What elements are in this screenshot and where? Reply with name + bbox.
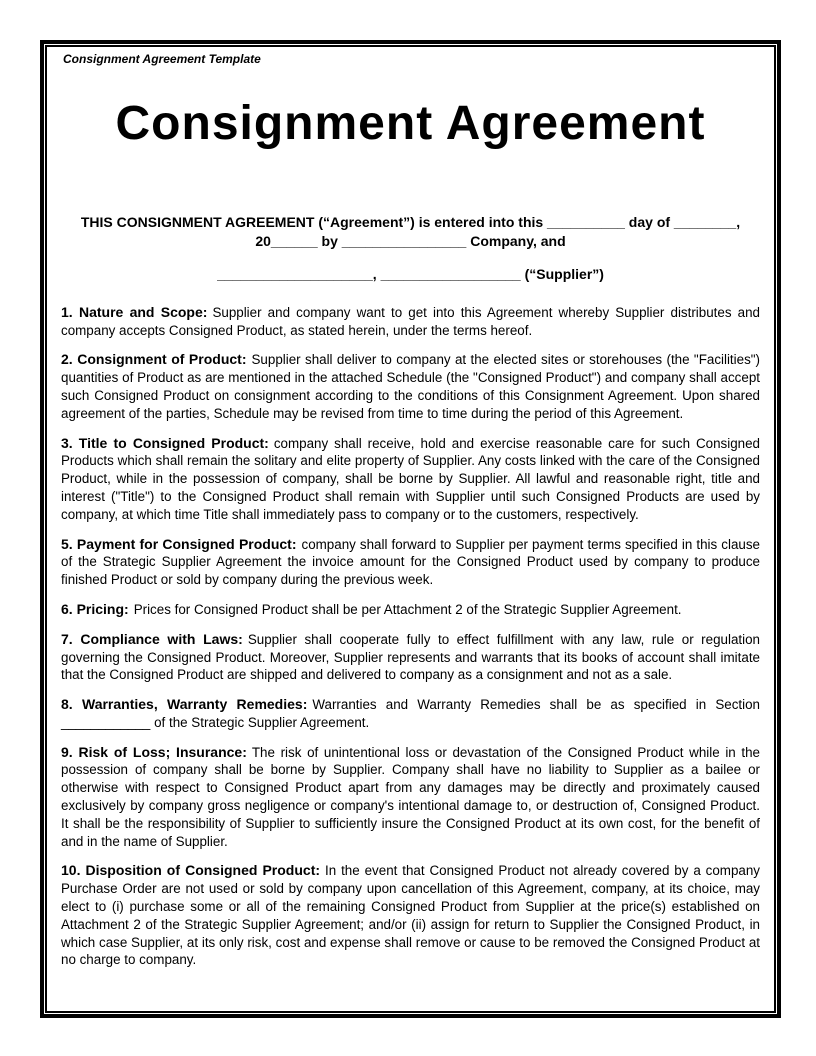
section-2-heading: 2. Consignment of Product: <box>61 351 247 368</box>
section-5-body: company shall forward to Supplier per payment terms specified in this clause of the Strategic Supplier Agreement the invoice amount for the Consigned Product used by company to produce finished Product or sold by company during the previous week. <box>61 536 760 588</box>
section-2-body: Supplier shall deliver to company at the elected sites or storehouses (the "Facilities") quantities of Product as are mentioned in the attached Schedule (the "Consigned Product") and company shall accept such Consigned Product on consignment according to the conditions of this Consignment Agreement. Upon shared agreement of the parties, Schedule may be revised from time to time during the period of this Agreement. <box>61 352 760 421</box>
section-10-heading: 10. Disposition of Consigned Product: <box>61 862 321 879</box>
section-7-compliance-with-laws <box>61 631 760 684</box>
template-label: Consignment Agreement Template <box>63 52 261 66</box>
document-frame <box>40 40 781 1018</box>
section-9-body: The risk of unintentional loss or devastation of the Consigned Product while in the possession of company shall be borne by Supplier. Company shall have no liability to Supplier as a bailee or otherwise with respect to Consigned Product apart from any damages may be directly and proximately caused exclusively by company gross negligence or company's intentional damage to, or destruction of, Consigned Product. It shall be the responsibility of Supplier to sufficiently insure the Consigned Product at its own cost, for the benefit of and in the name of Supplier. <box>61 744 760 849</box>
document-title: Consignment Agreement <box>115 97 706 150</box>
section-8-warranties-warranty-remedies <box>61 696 760 732</box>
section-3-heading: 3. Title to Consigned Product: <box>61 434 269 451</box>
section-6-heading: 6. Pricing: <box>61 600 129 617</box>
intro-line-2: 20______ by ________________ Company, and <box>255 232 566 249</box>
section-7-heading: 7. Compliance with Laws: <box>61 630 243 647</box>
intro-line-3: ____________________, __________________ (“Supplier”) <box>217 265 604 282</box>
section-6-body: Prices for Consigned Product shall be per Attachment 2 of the Strategic Supplier Agreement. <box>133 601 682 617</box>
section-5-payment-for-consigned-product <box>61 536 760 589</box>
section-3-body: company shall receive, hold and exercise reasonable care for such Consigned Products which shall remain the solitary and elite property of Supplier. Any costs linked with the care of the Consigned Product, while in the possession of company, shall be borne by Supplier. All lawful and reasonable right, title and interest ("Title") to the Consigned Product shall remain with Supplier until such Consigned Products are used by company, at which time Title shall immediately pass to company or to the customers, respectively. <box>61 435 761 522</box>
section-7-body: Supplier shall cooperate fully to effect fulfillment with any law, rule or regulation governing the Consigned Product. Moreover, Supplier represents and warrants that its books of account shall imitate that the Consigned Product are shipped and delivered to company as a consignment and not as a sale. <box>61 631 760 683</box>
section-10-body: In the event that Consigned Product not already covered by a company Purchase Order are not used or sold by company upon cancellation of this Agreement, company, at its choice, may elect to (i) purchase some or all of the remaining Consigned Product from Supplier at the price(s) established on Attachment 2 of the Strategic Supplier Agreement; and/or (ii) assign for return to Supplier the Consigned Product, in which case Supplier, at its only risk, cost and expense shall remove or cause to be removed the Consigned Product at no charge to company. <box>61 863 760 968</box>
section-6-pricing <box>61 601 760 619</box>
intro-clause <box>61 213 760 284</box>
section-9-risk-of-loss-insurance <box>61 744 760 851</box>
section-1-body: Supplier and company want to get into this Agreement whereby Supplier distributes and company accepts Consigned Product, as stated herein, under the terms hereof. <box>61 304 760 338</box>
section-1-heading: 1. Nature and Scope: <box>61 303 208 320</box>
section-9-heading: 9. Risk of Loss; Insurance: <box>61 743 247 760</box>
section-10-disposition-of-consigned-product <box>61 862 760 969</box>
section-8-heading: 8. Warranties, Warranty Remedies: <box>61 696 308 713</box>
section-3-title-to-consigned-product <box>61 435 760 524</box>
section-8-body: Warranties and Warranty Remedies shall be as specified in Section ____________ of the Strategic Supplier Agreement. <box>61 697 760 730</box>
section-5-heading: 5. Payment for Consigned Product: <box>61 535 297 552</box>
intro-line-1: THIS CONSIGNMENT AGREEMENT (“Agreement”) is entered into this __________ day of ________, <box>80 213 741 230</box>
section-2-consignment-of-product <box>61 351 760 422</box>
section-1-nature-and-scope <box>61 304 760 340</box>
